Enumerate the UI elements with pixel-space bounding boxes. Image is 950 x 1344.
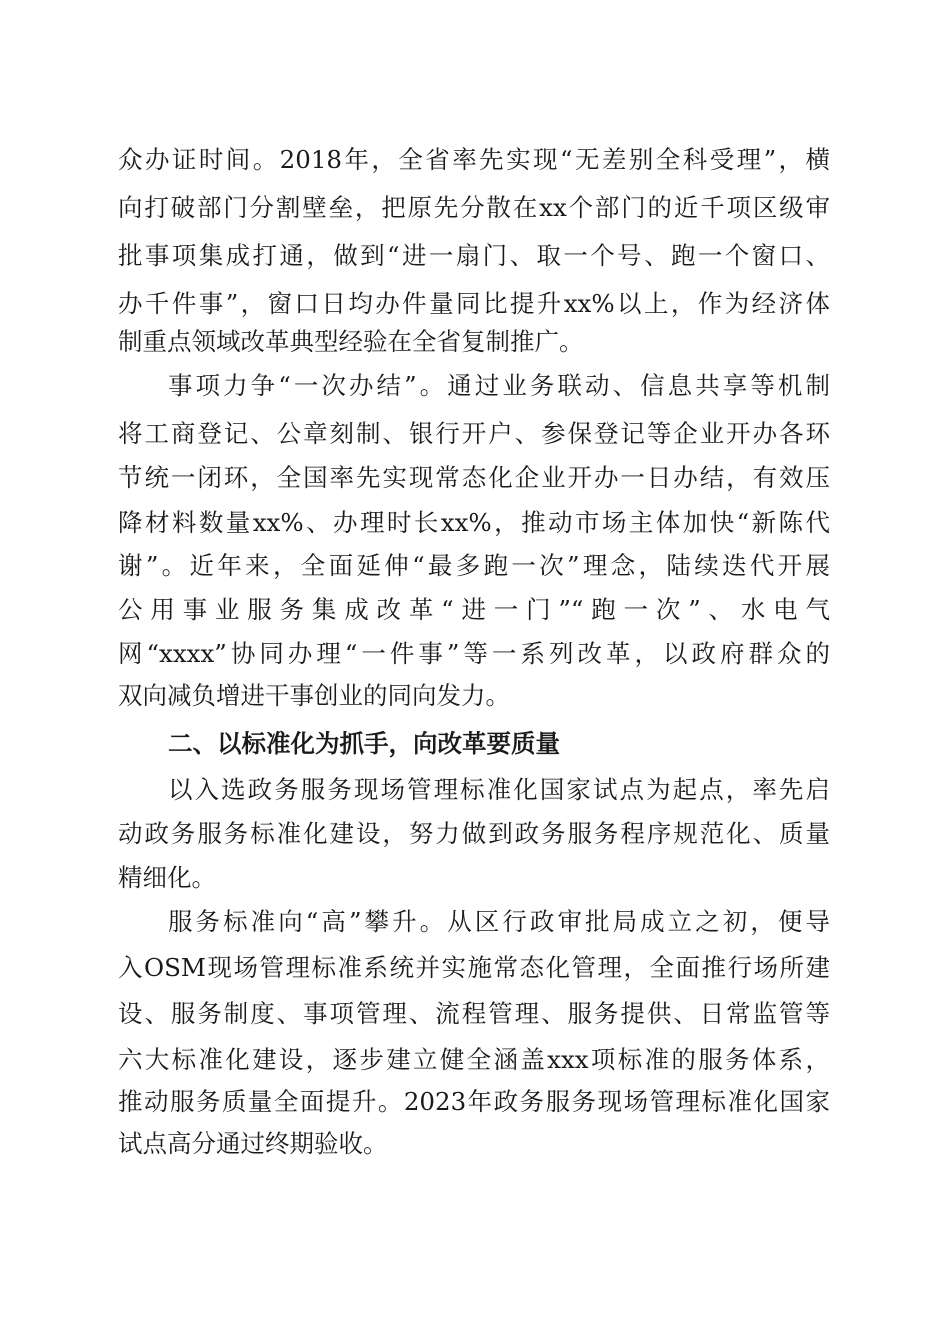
paragraph-3-line-1: 以入选政务服务现场管理标准化国家试点为起点，率先启 (168, 775, 830, 804)
paragraph-1-line-4: 办千件事”，窗口日均办件量同比提升xx%以上，作为经济体 (118, 289, 830, 318)
paragraph-1-line-1: 众办证时间。2018年，全省率先实现“无差别全科受理”，横 (118, 145, 830, 174)
paragraph-1-line-2: 向打破部门分割壁垒，把原先分散在xx个部门的近千项区级审 (118, 193, 830, 222)
paragraph-4-line-6: 试点高分通过终期验收。 (118, 1129, 388, 1158)
paragraph-4-line-3: 设、服务制度、事项管理、流程管理、服务提供、日常监管等 (118, 999, 830, 1028)
paragraph-2-line-4: 降材料数量xx%、办理时长xx%，推动市场主体加快“新陈代 (118, 508, 830, 537)
paragraph-2-line-6: 公用事业服务集成改革“进一门”“跑一次”、水电气 (118, 595, 830, 624)
paragraph-1-line-3: 批事项集成打通，做到“进一扇门、取一个号、跑一个窗口、 (118, 241, 830, 270)
paragraph-3-line-3: 精细化。 (118, 863, 216, 892)
paragraph-4-line-5: 推动服务质量全面提升。2023年政务服务现场管理标准化国家 (118, 1087, 830, 1116)
section-heading: 二、以标准化为抓手，向改革要质量 (168, 729, 560, 758)
paragraph-4-line-2: 入OSM现场管理标准系统并实施常态化管理，全面推行场所建 (118, 953, 831, 982)
paragraph-3-line-2: 动政务服务标准化建设，努力做到政务服务程序规范化、质量 (118, 819, 830, 848)
paragraph-4-line-1: 服务标准向“高”攀升。从区行政审批局成立之初，便导 (168, 907, 830, 936)
paragraph-2-line-7: 网“xxxx”协同办理“一件事”等一系列改革，以政府群众的 (118, 639, 830, 668)
paragraph-2-line-8: 双向减负增进干事创业的同向发力。 (118, 681, 510, 710)
paragraph-2-line-1: 事项力争“一次办结”。通过业务联动、信息共享等机制 (168, 371, 830, 400)
paragraph-2-line-5: 谢”。近年来，全面延伸“最多跑一次”理念，陆续迭代开展 (118, 551, 830, 580)
paragraph-1-line-5: 制重点领域改革典型经验在全省复制推广。 (118, 327, 584, 356)
paragraph-2-line-3: 节统一闭环，全国率先实现常态化企业开办一日办结，有效压 (118, 463, 830, 492)
paragraph-2-line-2: 将工商登记、公章刻制、银行开户、参保登记等企业开办各环 (118, 419, 830, 448)
paragraph-4-line-4: 六大标准化建设，逐步建立健全涵盖xxx项标准的服务体系， (118, 1045, 830, 1074)
